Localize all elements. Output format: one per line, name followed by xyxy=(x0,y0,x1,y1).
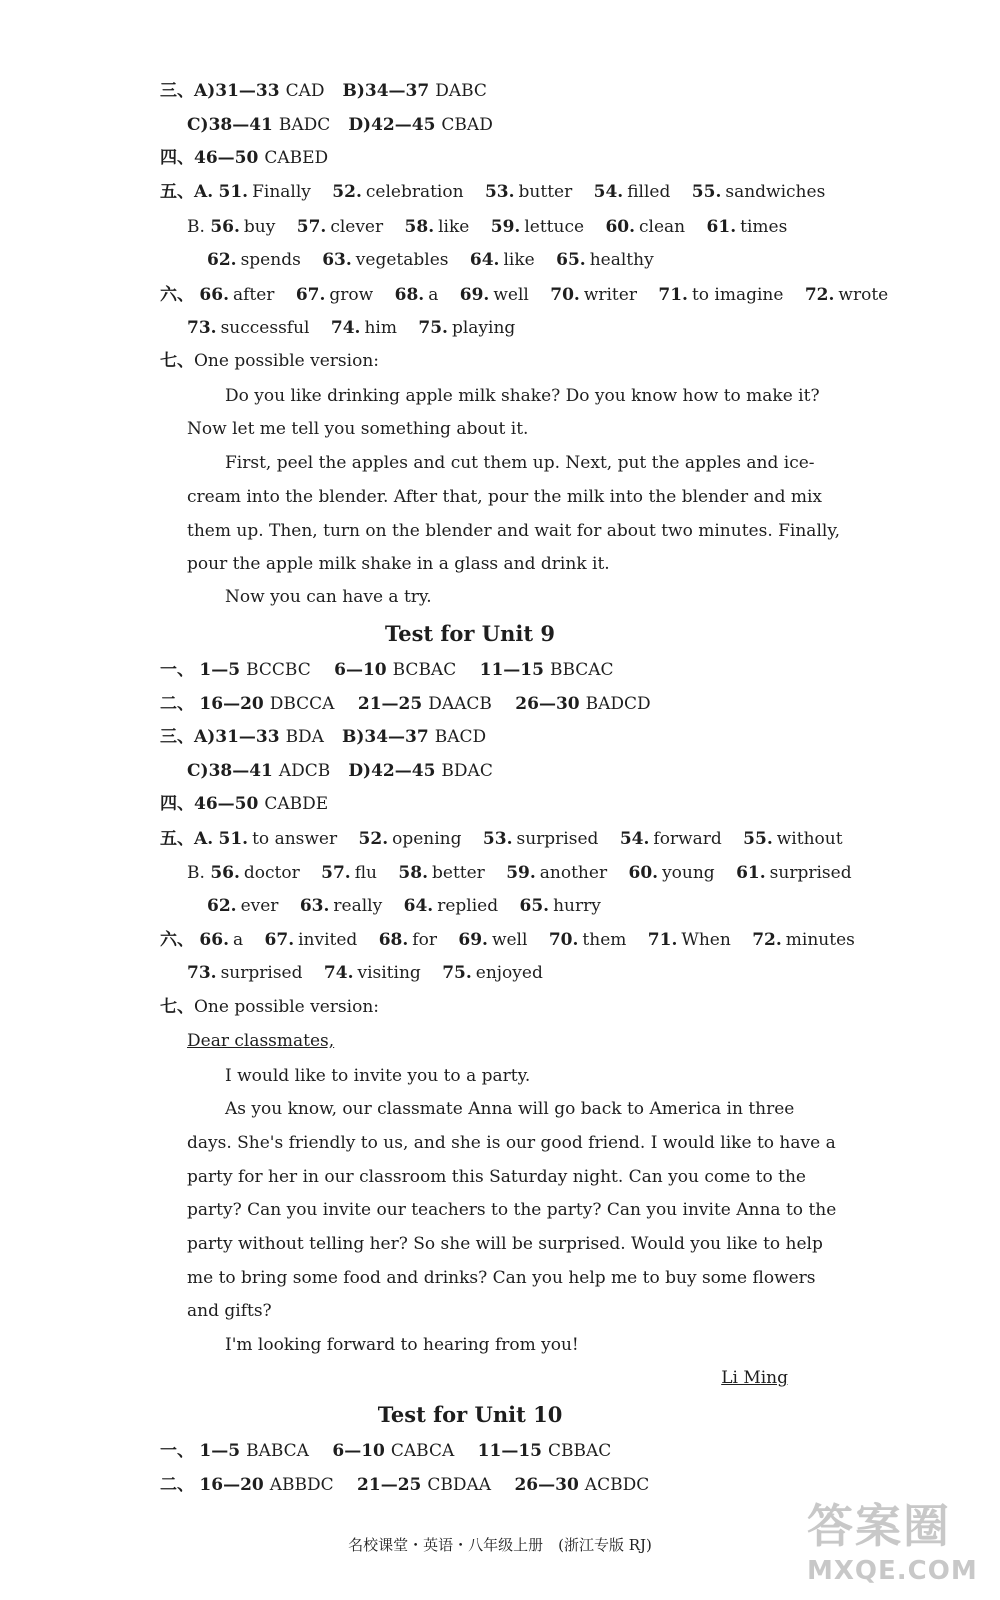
item-number: 62. xyxy=(207,896,237,916)
item-number: 60. xyxy=(628,863,659,883)
section-label: 七、 xyxy=(160,351,194,371)
item-answer: flu xyxy=(354,863,378,883)
answer-line xyxy=(160,147,800,169)
answer: CBBAC xyxy=(547,1441,612,1461)
item-number: 63. xyxy=(299,896,330,916)
essay-line: Do you like drinking apple milk shake? Do you know how to make it? xyxy=(225,386,820,406)
item-number: 75. xyxy=(418,318,448,338)
item-answer: without xyxy=(776,829,843,849)
answer: DAACB xyxy=(428,694,492,714)
item-number: 72. xyxy=(804,285,835,305)
item-answer: Finally xyxy=(252,182,311,202)
letter-line: party for her in our classroom this Saturday night. Can you come to the xyxy=(187,1167,806,1187)
item-number: 56. xyxy=(210,217,240,237)
item-number: 72. xyxy=(752,930,782,950)
answer: BADC xyxy=(278,115,331,135)
item-number: 64. xyxy=(469,250,500,270)
item-answer: healthy xyxy=(589,250,654,270)
item-number: 62. xyxy=(207,250,237,270)
item-answer: hurry xyxy=(553,896,601,916)
item-answer: replied xyxy=(437,896,499,916)
item-number: 58. xyxy=(404,217,435,237)
answer: BDAC xyxy=(441,761,493,781)
item-answer: a xyxy=(232,930,244,950)
section-label: 五、A. xyxy=(160,182,214,202)
answer-line xyxy=(187,760,800,782)
answer-line xyxy=(187,962,800,984)
section-label: 二、 xyxy=(160,694,194,714)
item-answer: visiting xyxy=(357,963,421,983)
essay-line: Now let me tell you something about it. xyxy=(187,419,529,439)
item-number: 61. xyxy=(736,863,766,883)
item-answer: filled xyxy=(627,182,671,202)
item-answer: another xyxy=(539,863,608,883)
item-answer: opening xyxy=(392,829,462,849)
item-number: 53. xyxy=(484,182,515,202)
essay-line: pour the apple milk shake in a glass and drink it. xyxy=(187,554,610,574)
item-answer: enjoyed xyxy=(475,963,543,983)
item-answer: him xyxy=(364,318,397,338)
range: 11—15 xyxy=(479,660,544,680)
item-answer: spends xyxy=(240,250,301,270)
item-number: 69. xyxy=(458,930,488,950)
item-number: 53. xyxy=(482,829,513,849)
range: C)38—41 xyxy=(187,761,273,781)
item-number: 71. xyxy=(647,930,678,950)
writing-heading xyxy=(160,350,800,372)
answer: BACD xyxy=(434,727,487,747)
answer-line xyxy=(207,895,800,917)
answer-line xyxy=(160,80,800,102)
answer-line xyxy=(160,828,843,850)
item-number: 63. xyxy=(322,250,352,270)
item-number: 61. xyxy=(706,217,737,237)
item-answer: like xyxy=(438,217,470,237)
answer: ACBDC xyxy=(584,1475,650,1495)
range: 6—10 xyxy=(334,660,387,680)
answer-line xyxy=(187,862,852,884)
item-number: 70. xyxy=(550,285,580,305)
item-answer: doctor xyxy=(243,863,300,883)
section-label: 二、 xyxy=(160,1475,194,1495)
letter-line: As you know, our classmate Anna will go back to America in three xyxy=(225,1099,795,1119)
letter-line: days. She's friendly to us, and she is our good friend. I would like to have a xyxy=(187,1133,836,1153)
answer-line xyxy=(187,216,800,238)
range: 16—20 xyxy=(199,694,264,714)
item-number: 54. xyxy=(619,829,650,849)
item-answer: surprised xyxy=(220,963,303,983)
answer-line xyxy=(160,793,800,815)
answer: CAD xyxy=(285,81,325,101)
item-number: 60. xyxy=(605,217,636,237)
version-label: One possible version: xyxy=(194,351,379,371)
range: D)42—45 xyxy=(348,761,436,781)
answer-line xyxy=(187,317,800,339)
item-answer: butter xyxy=(518,182,573,202)
item-answer: minutes xyxy=(785,930,855,950)
range: 26—30 xyxy=(515,694,580,714)
item-answer: lettuce xyxy=(524,217,585,237)
section-label: B. xyxy=(187,217,205,237)
item-number: 70. xyxy=(548,930,579,950)
answer-line xyxy=(160,693,800,715)
answer-line xyxy=(187,114,800,136)
letter-greeting: Dear classmates, xyxy=(187,1031,335,1051)
item-answer: clever xyxy=(330,217,384,237)
range: 21—25 xyxy=(357,1475,422,1495)
essay-line: Now you can have a try. xyxy=(225,587,432,607)
section-label: 五、A. xyxy=(160,829,214,849)
range: 31—33 xyxy=(215,81,280,101)
letter-line: I'm looking forward to hearing from you! xyxy=(225,1335,579,1355)
item-number: 59. xyxy=(490,217,521,237)
item-number: 59. xyxy=(506,863,536,883)
answer: BABCA xyxy=(246,1441,309,1461)
answer-line xyxy=(160,181,826,203)
item-number: 69. xyxy=(459,285,490,305)
answer: ADCB xyxy=(278,761,331,781)
item-answer: times xyxy=(740,217,788,237)
answer: DBCCA xyxy=(269,694,335,714)
range: B)34—37 xyxy=(341,727,429,747)
answer: CABDE xyxy=(264,794,329,814)
item-answer: really xyxy=(333,896,383,916)
item-answer: wrote xyxy=(838,285,889,305)
answer: CABCA xyxy=(390,1441,455,1461)
answer: CBDAA xyxy=(427,1475,492,1495)
letter-line: I would like to invite you to a party. xyxy=(225,1066,531,1086)
item-answer: like xyxy=(503,250,535,270)
item-answer: vegetables xyxy=(355,250,449,270)
answer: BBCAC xyxy=(549,660,614,680)
range: 11—15 xyxy=(477,1441,542,1461)
item-answer: to imagine xyxy=(691,285,784,305)
item-number: 55. xyxy=(691,182,722,202)
item-number: 73. xyxy=(187,963,217,983)
item-number: 67. xyxy=(295,285,326,305)
item-number: 74. xyxy=(330,318,361,338)
range: 31—33 xyxy=(215,727,280,747)
section-label: 三、A) xyxy=(160,81,216,101)
item-answer: after xyxy=(232,285,275,305)
essay-line: cream into the blender. After that, pour the milk into the blender and mix xyxy=(187,487,823,507)
item-number: 73. xyxy=(187,318,217,338)
item-number: 55. xyxy=(743,829,773,849)
item-number: 67. xyxy=(264,930,295,950)
section-label: 四、 xyxy=(160,148,194,168)
item-answer: When xyxy=(681,930,731,950)
writing-heading xyxy=(160,996,800,1018)
letter-line: party without telling her? So she will be surprised. Would you like to help xyxy=(187,1234,823,1254)
item-answer: ever xyxy=(240,896,279,916)
answer: BDA xyxy=(285,727,324,747)
item-number: 56. xyxy=(210,863,240,883)
watermark-url: MXQE.COM xyxy=(807,1556,978,1586)
range: 1—5 xyxy=(199,1441,241,1461)
item-answer: surprised xyxy=(516,829,599,849)
page-footer: 名校课堂・英语・八年级上册 (浙江专版 RJ) xyxy=(348,1536,652,1554)
letter-signature: Li Ming xyxy=(721,1368,788,1388)
section-label: 四、 xyxy=(160,794,194,814)
item-number: 74. xyxy=(323,963,354,983)
item-answer: surprised xyxy=(769,863,852,883)
unit9-title: Test for Unit 9 xyxy=(384,621,555,646)
item-number: 65. xyxy=(556,250,586,270)
answer: ABBDC xyxy=(269,1475,334,1495)
answer-line xyxy=(207,249,800,271)
answer: BCCBC xyxy=(246,660,311,680)
section-label: 六、 xyxy=(160,285,194,305)
item-number: 52. xyxy=(332,182,362,202)
item-answer: playing xyxy=(451,318,516,338)
watermark-text: 答案圈 xyxy=(807,1499,951,1553)
item-answer: celebration xyxy=(365,182,464,202)
answer-line xyxy=(160,659,800,681)
item-number: 51. xyxy=(218,182,249,202)
answer-line xyxy=(160,1474,800,1496)
version-label: One possible version: xyxy=(194,997,379,1017)
item-number: 57. xyxy=(321,863,351,883)
range: 16—20 xyxy=(199,1475,264,1495)
item-answer: writer xyxy=(583,285,637,305)
item-number: 58. xyxy=(398,863,428,883)
item-answer: well xyxy=(491,930,528,950)
range: C)38—41 xyxy=(187,115,273,135)
item-answer: buy xyxy=(243,217,276,237)
answer-line xyxy=(160,726,800,748)
unit10-title: Test for Unit 10 xyxy=(377,1402,563,1427)
item-answer: successful xyxy=(220,318,310,338)
item-number: 51. xyxy=(218,829,249,849)
answer-line xyxy=(160,1440,800,1462)
item-answer: well xyxy=(493,285,529,305)
item-answer: clean xyxy=(639,217,686,237)
range: 1—5 xyxy=(199,660,241,680)
item-number: 52. xyxy=(358,829,389,849)
item-answer: better xyxy=(432,863,485,883)
range: 46—50 xyxy=(194,148,259,168)
section-label: 一、 xyxy=(160,1441,194,1461)
item-number: 57. xyxy=(296,217,327,237)
answer-line xyxy=(160,284,889,306)
range: 46—50 xyxy=(194,794,259,814)
answer: CBAD xyxy=(441,115,493,135)
item-answer: to answer xyxy=(252,829,338,849)
watermark-logo xyxy=(807,1490,982,1590)
range: 6—10 xyxy=(332,1441,385,1461)
section-label: 一、 xyxy=(160,660,194,680)
item-number: 54. xyxy=(593,182,624,202)
section-label: 三、A) xyxy=(160,727,216,747)
item-answer: invited xyxy=(298,930,358,950)
section-label: 六、 xyxy=(160,930,194,950)
letter-line: me to bring some food and drinks? Can you help me to buy some flowers xyxy=(187,1268,816,1288)
item-number: 75. xyxy=(442,963,472,983)
item-number: 65. xyxy=(519,896,550,916)
item-number: 68. xyxy=(378,930,409,950)
range: D)42—45 xyxy=(348,115,436,135)
item-answer: them xyxy=(582,930,627,950)
letter-line: and gifts? xyxy=(187,1301,272,1321)
item-answer: for xyxy=(412,930,437,950)
section-label: 七、 xyxy=(160,997,194,1017)
item-number: 66. xyxy=(199,285,229,305)
item-number: 71. xyxy=(658,285,688,305)
answer: DABC xyxy=(435,81,487,101)
range: 21—25 xyxy=(357,694,423,714)
item-answer: forward xyxy=(653,829,722,849)
answer: CABED xyxy=(264,148,329,168)
item-answer: grow xyxy=(329,285,374,305)
section-label: B. xyxy=(187,863,205,883)
letter-line: party? Can you invite our teachers to the party? Can you invite Anna to the xyxy=(187,1200,837,1220)
item-number: 66. xyxy=(199,930,229,950)
answer: BCBAC xyxy=(392,660,457,680)
essay-line: them up. Then, turn on the blender and wait for about two minutes. Finally, xyxy=(187,521,841,541)
item-number: 64. xyxy=(403,896,434,916)
item-number: 68. xyxy=(394,285,425,305)
answer: BADCD xyxy=(585,694,651,714)
range: 26—30 xyxy=(514,1475,579,1495)
answer-line xyxy=(160,929,855,951)
item-answer: young xyxy=(662,863,715,883)
item-answer: sandwiches xyxy=(725,182,826,202)
range: B)34—37 xyxy=(342,81,430,101)
essay-line: First, peel the apples and cut them up. Next, put the apples and ice- xyxy=(225,453,815,473)
item-answer: a xyxy=(428,285,439,305)
